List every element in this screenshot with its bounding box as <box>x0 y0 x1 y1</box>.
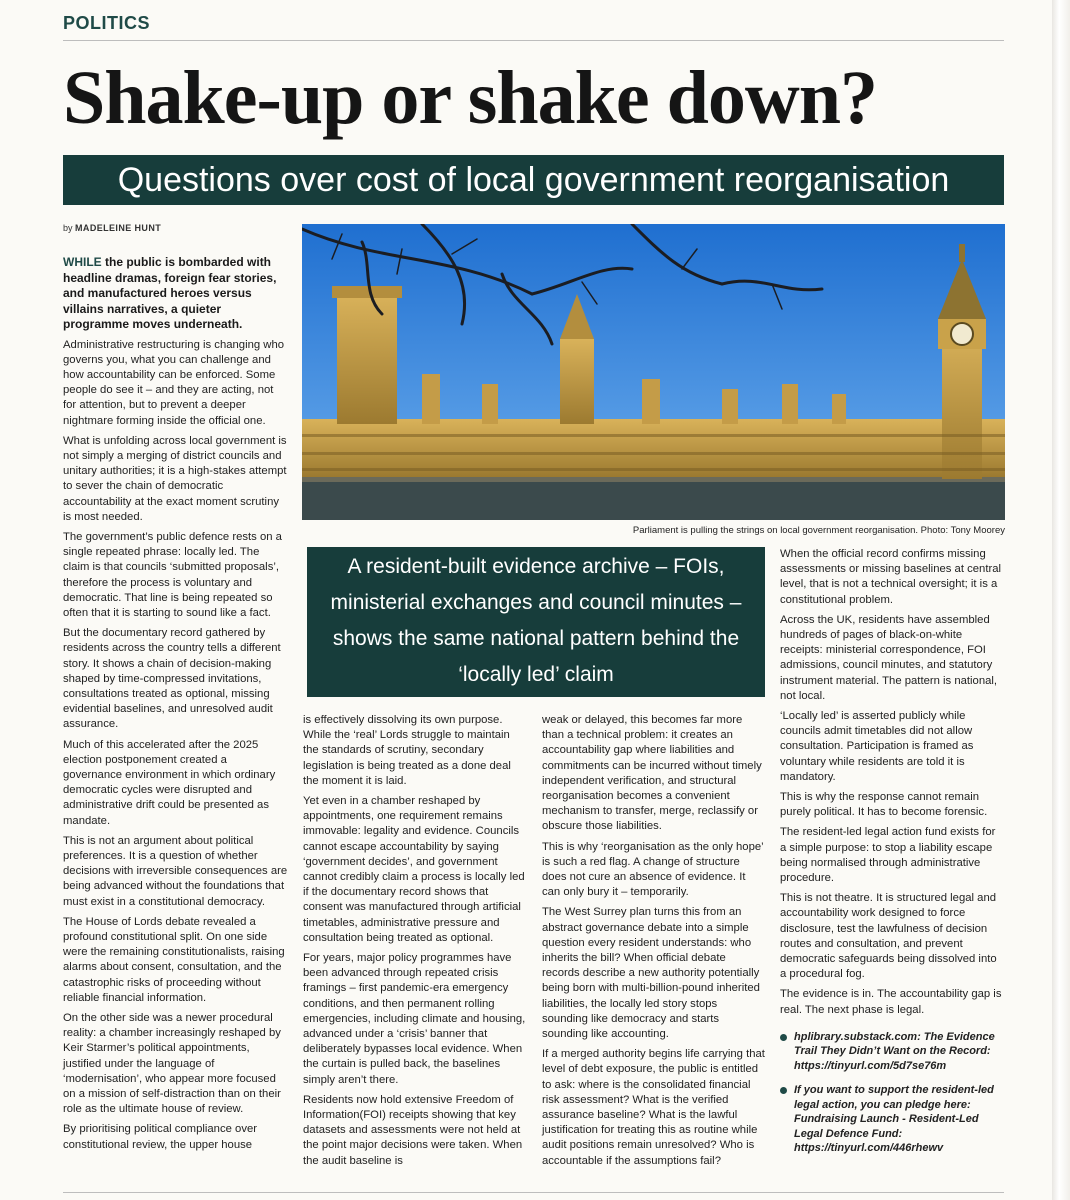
paragraph: If a merged authority begins life carrying that level of debt exposure, the public is entitled to ask: where is the consolidated financial risk assessment? What is the verified assurance baseline? What is the lawful justification for treating this as routine while audit positions remain unresolved? Who is accountable if the assumptions fail? <box>542 1048 765 1167</box>
paragraph: Much of this accelerated after the 2025 election postponement created a governance environment in which ordinary democratic cycles were disrupted and administrative drift could be presented as mandate. <box>63 738 276 827</box>
resource-item <box>780 1083 1004 1156</box>
bottom-divider <box>63 1192 1004 1193</box>
parliament-photo <box>302 224 1005 520</box>
paragraph: The evidence is in. The accountability gap is real. The next phase is legal. <box>780 988 1002 1016</box>
resource-list <box>780 1030 1004 1156</box>
resource-item <box>780 1030 1004 1074</box>
paragraph: This is not an argument about political preferences. It is a question of whether decisions with irreversible consequences are being advanced without the foundations that must exist in a constitutional democracy. <box>63 834 288 908</box>
paragraph: Across the UK, residents have assembled hundreds of pages of black-on-white receipts: ministerial correspondence, FOI admissions, council minutes, and statutory instrument material. The pattern is national, not local. <box>780 613 998 702</box>
article-column-2 <box>303 713 528 1174</box>
bullet-icon <box>780 1087 787 1094</box>
subheadline-banner: Questions over cost of local government reorganisation <box>63 155 1004 205</box>
pull-quote: A resident-built evidence archive – FOIs, ministerial exchanges and council minutes – shows the same national pattern behind the ‘locally led’ claim <box>307 547 765 697</box>
paragraph: Yet even in a chamber reshaped by appointments, one requirement remains immovable: legality and evidence. Councils cannot escape accountability by saying ‘government decides’, and government cannot credibly claim a process is locally led if the documentary record shows that consent was manufactured through artificial timetables, administrative pressure and consultation being treated as optional. <box>303 795 525 944</box>
paragraph: The House of Lords debate revealed a profound constitutional split. On one side were the remaining constitutionalists, raising alarms about consent, consultation, and the catastrophic risks of proceeding without reliable financial information. <box>63 915 285 1004</box>
paragraph: Administrative restructuring is changing who governs you, what you can challenge and how accountability can be enforced. Some people do see it – and they are acting, not for attention, but to prevent a deeper nightmare forming inside the official one. <box>63 338 285 427</box>
paragraph: But the documentary record gathered by residents across the country tells a different story. It shows a chain of decision-making shaped by time-compressed invitations, consultations treated as optional, missing evidential baselines, and unresolved audit assurance. <box>63 627 281 731</box>
resource-text: hplibrary.substack.com: The Evidence Trail They Didn’t Want on the Record: https://tinyurl.com/5d7se76m <box>794 1030 995 1072</box>
paragraph: The resident-led legal action fund exists for a simple purpose: to stop a liability escape being normalised through administrative procedure. <box>780 826 996 885</box>
paragraph: When the official record confirms missing assessments or missing baselines at central level, that is not a technical oversight; it is a constitutional problem. <box>780 548 1002 606</box>
article-column-1 <box>63 255 288 1158</box>
paragraph: This is not theatre. It is structured legal and accountability work designed to force disclosure, test the lawfulness of decision routes and consultation, and prevent democratic safeguards being dissolved into a procedural fog. <box>780 892 997 981</box>
lede-paragraph <box>63 255 288 333</box>
photo-caption: Parliament is pulling the strings on local government reorganisation. Photo: Tony Moorey <box>632 525 1005 536</box>
lede-text: the public is bombarded with headline dramas, foreign fear stories, and manufactured heroes versus villains narratives, a quieter programme moves underneath. <box>63 255 277 331</box>
paragraph: This is why ‘reorganisation as the only hope’ is such a red flag. A change of structure does not cure an absence of evidence. It can only bury it – temporarily. <box>542 840 764 899</box>
paragraph: On the other side was a newer procedural reality: a chamber increasingly reshaped by Keir Starmer’s political appointments, justified under the language of ‘modernisation’, who appear more focused on a mission of self-distraction than on their role as the ultimate house of review. <box>63 1012 281 1116</box>
top-divider <box>63 40 1004 41</box>
paragraph: The government’s public defence rests on a single repeated phrase: locally led. The claim is that councils ‘submitted proposals’, therefore the process is voluntary and democratic. That line is being repeated so often that it is starting to sound like a fact. <box>63 530 282 619</box>
paragraph: What is unfolding across local government is not simply a merging of district councils and unitary authorities; it is a high-stakes attempt to sever the chain of democratic accountability at the exact moment scrutiny is most needed. <box>63 434 287 523</box>
article-column-4 <box>780 547 1004 1166</box>
paragraph: The West Surrey plan turns this from an abstract governance debate into a simple question every resident understands: who inherits the bill? When official debate records describe a new authority potentially being born with multi-billion-pound inherited liabilities, the locally led story stops sounding like democracy and starts sounding like accounting. <box>542 906 760 1041</box>
byline-author: MADELEINE HUNT <box>75 223 162 233</box>
resource-text: If you want to support the resident-led legal action, you can pledge here: Fundraising Launch - Resident-Led Legal Defence Fund: https://tinyurl.com/446rhewv <box>794 1084 994 1155</box>
paragraph: This is why the response cannot remain purely political. It has to become forensic. <box>780 791 988 819</box>
paragraph: For years, major policy programmes have been advanced through repeated crisis framings – first pandemic-era emergency conditions, and then permanent rolling emergencies, including climate and housing, advanced under a ‘crisis’ banner that deliberately bypasses local evidence. When the curtain is pulled back, the baselines simply aren’t there. <box>303 952 526 1086</box>
lede-dropword: WHILE <box>63 255 102 269</box>
paragraph: weak or delayed, this becomes far more than a technical problem: it creates an accountability gap where liabilities and commitments can be incurred without timely independent verification, and structural reorganisation becomes a convenient mechanism to transfer, merge, reclassify or obscure those liabilities. <box>542 714 762 833</box>
bullet-icon <box>780 1034 787 1041</box>
paragraph: Residents now hold extensive Freedom of Information(FOI) receipts showing that key datasets and assessments were not held at the point major decisions were taken. When the audit baseline is <box>303 1093 523 1167</box>
headline: Shake-up or shake down? <box>63 56 878 140</box>
byline-prefix: by <box>63 223 73 233</box>
byline <box>63 223 161 233</box>
paragraph: By prioritising political compliance over constitutional review, the upper house <box>63 1123 258 1151</box>
page-edge <box>1052 0 1070 1200</box>
parliament-illustration <box>302 224 1005 520</box>
paragraph: ‘Locally led’ is asserted publicly while councils admit timetables did not allow consultation. Participation is framed as voluntary while residents are told it is mandatory. <box>780 710 974 783</box>
section-label: POLITICS <box>63 13 151 33</box>
paragraph: is effectively dissolving its own purpose. While the ‘real’ Lords struggle to maintain the standards of scrutiny, secondary legislation is being treated as a done deal the moment it is laid. <box>303 714 511 787</box>
article-column-3 <box>542 713 766 1174</box>
